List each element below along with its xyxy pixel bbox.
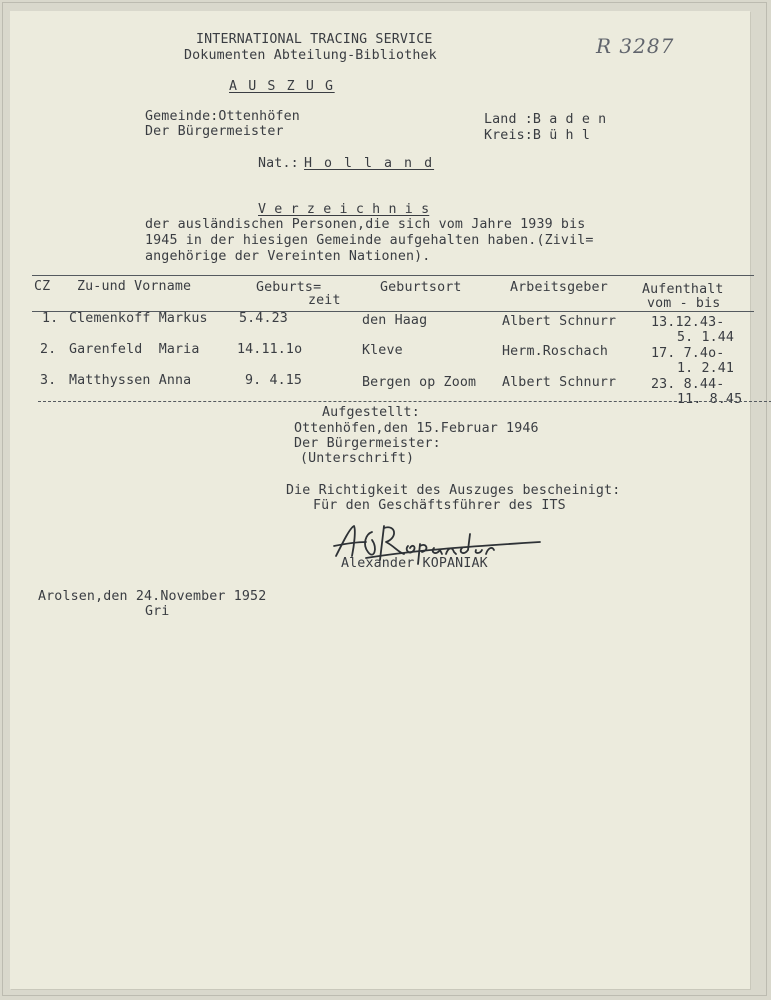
list-description-line1: der ausländischen Personen,die sich vom Jahre 1939 bis xyxy=(145,217,586,232)
row-1-name: Clemenkoff Markus xyxy=(69,311,208,326)
row-1-nr: 1. xyxy=(42,311,59,326)
row-3-name: Matthyssen Anna xyxy=(69,373,192,388)
certification-line1: Die Richtigkeit des Auszuges bescheinigt: xyxy=(286,483,621,498)
column-header-stay: Aufenthalt xyxy=(642,282,724,297)
row-3-stay-from: 23. 8.44- xyxy=(651,377,725,392)
column-header-birthdate-cont: zeit xyxy=(308,293,341,308)
column-header-nr: CZ xyxy=(34,279,51,294)
kreis-line: Kreis:B ü h l xyxy=(484,128,591,143)
document-title: A U S Z U G xyxy=(229,79,335,94)
list-title: V e r z e i c h n i s xyxy=(258,202,430,217)
org-name: INTERNATIONAL TRACING SERVICE xyxy=(196,32,433,47)
issued-label: Aufgestellt: xyxy=(322,405,420,420)
row-3-nr: 3. xyxy=(40,373,57,388)
authority-line: Der Bürgermeister xyxy=(145,124,284,139)
column-header-birthplace: Geburtsort xyxy=(380,280,462,295)
row-1-employer: Albert Schnurr xyxy=(502,314,617,329)
list-description-line2: 1945 in der hiesigen Gemeinde aufgehalten haben.(Zivil= xyxy=(145,233,594,248)
nationality-label: Nat.: xyxy=(258,156,299,171)
column-header-employer: Arbeitsgeber xyxy=(510,280,608,295)
column-header-birthdate: Geburts= xyxy=(256,280,322,295)
row-2-name: Garenfeld Maria xyxy=(69,342,200,357)
signatory-name: Alexander KOPANIAK xyxy=(341,556,488,571)
nationality-value: H o l l a n d xyxy=(304,156,435,171)
row-2-nr: 2. xyxy=(40,342,57,357)
row-2-employer: Herm.Roschach xyxy=(502,344,609,359)
list-description-line3: angehörige der Vereinten Nationen). xyxy=(145,249,431,264)
row-3-employer: Albert Schnurr xyxy=(502,375,617,390)
row-3-birthplace: Bergen op Zoom xyxy=(362,375,477,390)
org-department: Dokumenten Abteilung-Bibliothek xyxy=(184,48,437,63)
footer-place-date: Arolsen,den 24.November 1952 xyxy=(38,589,267,604)
row-3-birthdate: 9. 4.15 xyxy=(245,373,303,388)
gemeinde-line: Gemeinde:Ottenhöfen xyxy=(145,109,300,124)
table-top-rule xyxy=(32,275,754,276)
certification-line2: Für den Geschäftsführer des ITS xyxy=(313,498,566,513)
column-header-stay-range: vom - bis xyxy=(647,296,721,311)
row-2-stay-from: 17. 7.4o- xyxy=(651,346,725,361)
issued-authority: Der Bürgermeister: xyxy=(294,436,441,451)
footer-initials: Gri xyxy=(145,604,170,619)
row-1-birthplace: den Haag xyxy=(362,313,428,328)
row-2-birthdate: 14.11.1o xyxy=(237,342,303,357)
signature-note: (Unterschrift) xyxy=(300,451,415,466)
row-3-stay-to: 11. 8.45 xyxy=(677,392,743,407)
table-bottom-dashed-rule xyxy=(38,401,771,402)
row-1-birthdate: 5.4.23 xyxy=(239,311,288,326)
row-1-stay-from: 13.12.43- xyxy=(651,315,725,330)
row-1-stay-to: 5. 1.44 xyxy=(677,330,735,345)
land-line: Land :B a d e n xyxy=(484,112,607,127)
issued-place-date: Ottenhöfen,den 15.Februar 1946 xyxy=(294,421,539,436)
archive-reference: R 3287 xyxy=(596,34,675,58)
row-2-birthplace: Kleve xyxy=(362,343,403,358)
column-header-name: Zu-und Vorname xyxy=(77,279,192,294)
row-2-stay-to: 1. 2.41 xyxy=(677,361,735,376)
